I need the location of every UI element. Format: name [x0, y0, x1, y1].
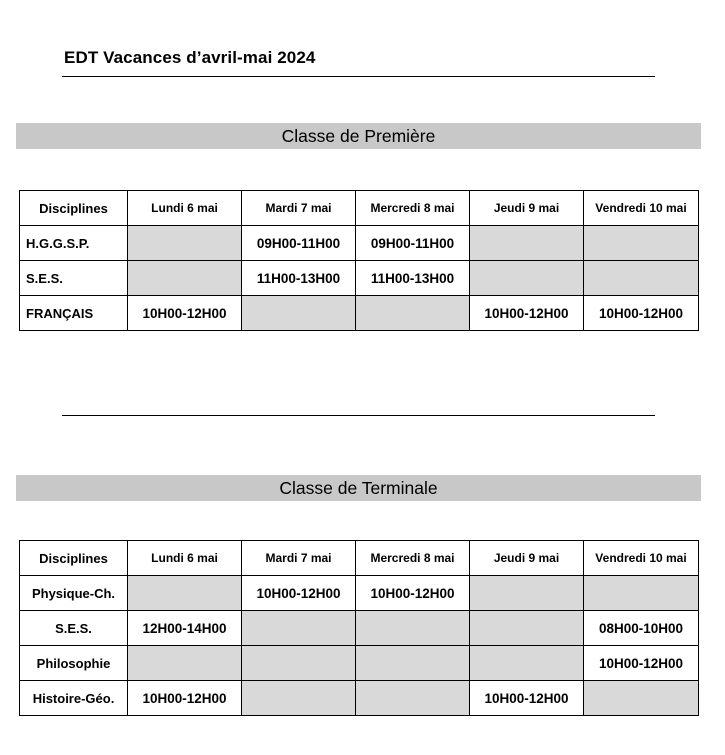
discipline-cell: Histoire-Géo. [20, 681, 128, 716]
table-row [20, 681, 699, 716]
empty-slot-cell [128, 646, 242, 681]
time-slot-cell: 10H00-12H00 [470, 681, 584, 716]
column-header-day: Vendredi 10 mai [584, 191, 699, 226]
empty-slot-cell [242, 681, 356, 716]
empty-slot-cell [584, 261, 699, 296]
empty-slot-cell [470, 261, 584, 296]
table-header-row [20, 541, 699, 576]
empty-slot-cell [356, 611, 470, 646]
time-slot-cell: 10H00-12H00 [584, 296, 699, 331]
empty-slot-cell [356, 296, 470, 331]
column-header-disciplines: Disciplines [20, 191, 128, 226]
schedule-table-terminale [19, 540, 699, 716]
empty-slot-cell [128, 226, 242, 261]
empty-slot-cell [470, 576, 584, 611]
column-header-day: Mercredi 8 mai [356, 541, 470, 576]
table-row [20, 576, 699, 611]
discipline-cell: Philosophie [20, 646, 128, 681]
time-slot-cell: 09H00-11H00 [242, 226, 356, 261]
column-header-day: Lundi 6 mai [128, 191, 242, 226]
empty-slot-cell [242, 646, 356, 681]
schedule-table-premiere [19, 190, 699, 331]
time-slot-cell: 10H00-12H00 [128, 681, 242, 716]
discipline-cell: Physique-Ch. [20, 576, 128, 611]
table-row [20, 296, 699, 331]
table-header-row [20, 191, 699, 226]
empty-slot-cell [584, 226, 699, 261]
time-slot-cell: 12H00-14H00 [128, 611, 242, 646]
document-title: EDT Vacances d’avril-mai 2024 [64, 48, 316, 67]
column-header-day: Mardi 7 mai [242, 191, 356, 226]
empty-slot-cell [242, 296, 356, 331]
empty-slot-cell [242, 611, 356, 646]
column-header-day: Mardi 7 mai [242, 541, 356, 576]
empty-slot-cell [470, 611, 584, 646]
discipline-cell: FRANÇAIS [20, 296, 128, 331]
discipline-cell: S.E.S. [20, 611, 128, 646]
time-slot-cell: 11H00-13H00 [242, 261, 356, 296]
time-slot-cell: 10H00-12H00 [356, 576, 470, 611]
discipline-cell: H.G.G.S.P. [20, 226, 128, 261]
discipline-cell: S.E.S. [20, 261, 128, 296]
table-row [20, 646, 699, 681]
empty-slot-cell [356, 681, 470, 716]
time-slot-cell: 10H00-12H00 [584, 646, 699, 681]
time-slot-cell: 10H00-12H00 [470, 296, 584, 331]
empty-slot-cell [470, 646, 584, 681]
column-header-day: Lundi 6 mai [128, 541, 242, 576]
column-header-day: Jeudi 9 mai [470, 191, 584, 226]
section-heading-premiere: Classe de Première [16, 123, 701, 149]
column-header-day: Jeudi 9 mai [470, 541, 584, 576]
time-slot-cell: 10H00-12H00 [128, 296, 242, 331]
empty-slot-cell [356, 646, 470, 681]
time-slot-cell: 11H00-13H00 [356, 261, 470, 296]
table-row [20, 611, 699, 646]
empty-slot-cell [584, 576, 699, 611]
time-slot-cell: 08H00-10H00 [584, 611, 699, 646]
column-header-day: Mercredi 8 mai [356, 191, 470, 226]
empty-slot-cell [128, 261, 242, 296]
empty-slot-cell [470, 226, 584, 261]
column-header-disciplines: Disciplines [20, 541, 128, 576]
empty-slot-cell [128, 576, 242, 611]
table-row [20, 261, 699, 296]
section-divider [62, 415, 655, 416]
column-header-day: Vendredi 10 mai [584, 541, 699, 576]
section-heading-terminale: Classe de Terminale [16, 475, 701, 501]
time-slot-cell: 09H00-11H00 [356, 226, 470, 261]
time-slot-cell: 10H00-12H00 [242, 576, 356, 611]
empty-slot-cell [584, 681, 699, 716]
table-row [20, 226, 699, 261]
title-underline [62, 76, 655, 77]
